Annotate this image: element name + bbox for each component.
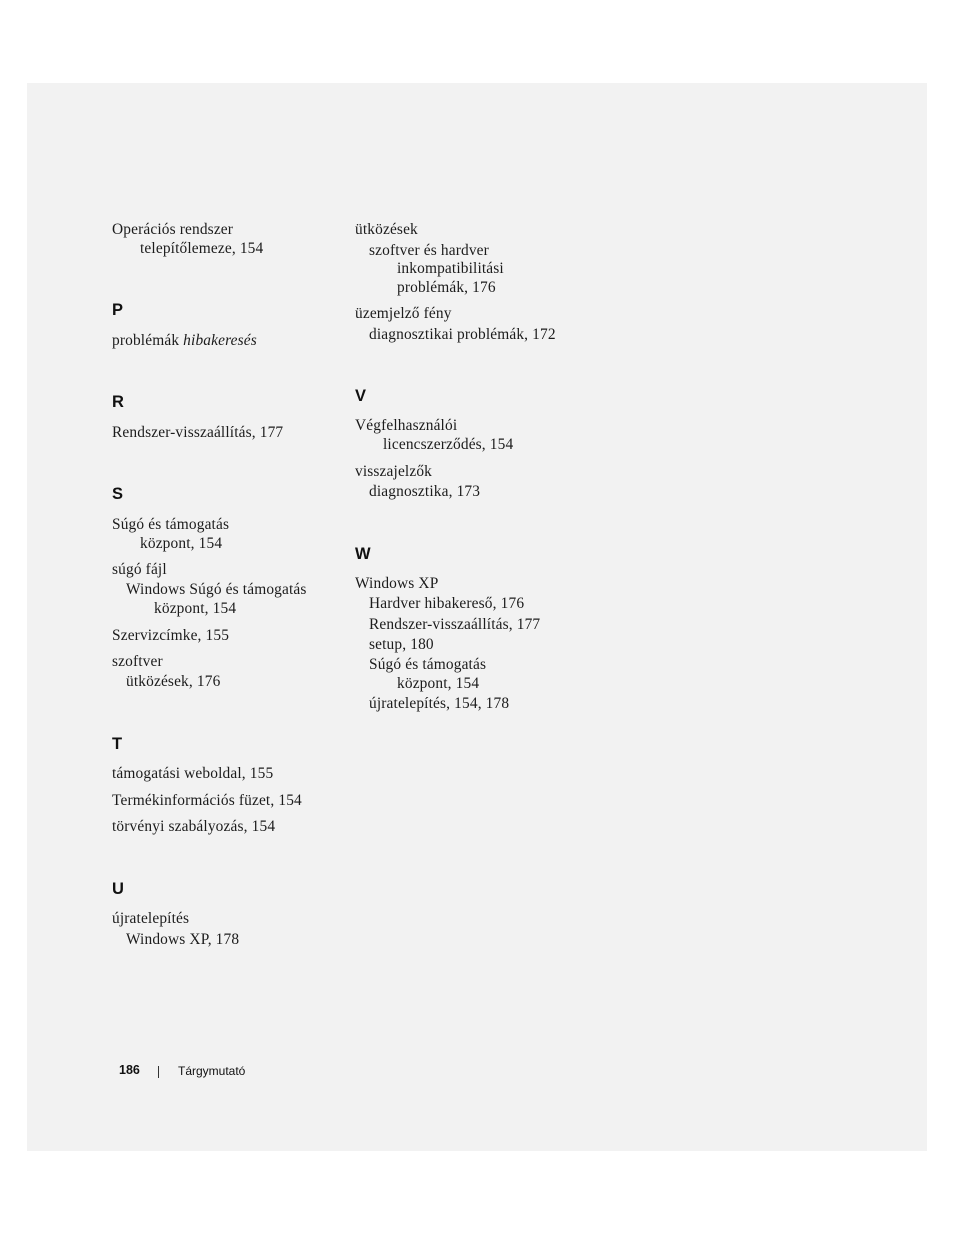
section-title: Tárgymutató bbox=[178, 1064, 246, 1078]
index-entry: támogatási weboldal, 155 bbox=[112, 765, 274, 782]
index-entry-term: problémák bbox=[112, 332, 180, 349]
index-entry: Windows XP bbox=[355, 575, 439, 592]
index-entry: Operációs rendszer bbox=[112, 221, 234, 238]
index-subentry: központ, 154 bbox=[154, 600, 237, 617]
index-subentry: központ, 154 bbox=[140, 535, 223, 552]
index-subentry: problémák, 176 bbox=[397, 279, 496, 296]
index-subentry: Windows XP, 178 bbox=[126, 931, 240, 948]
index-subentry: Windows Súgó és támogatás bbox=[126, 581, 307, 598]
index-letter-heading: U bbox=[112, 880, 124, 898]
index-subentry: szoftver és hardver bbox=[369, 242, 489, 259]
index-letter-heading: V bbox=[355, 387, 367, 405]
index-subentry: diagnosztikai problémák, 172 bbox=[369, 326, 556, 343]
index-entry: üzemjelző fény bbox=[355, 305, 452, 322]
index-cross-reference: hibakeresés bbox=[183, 332, 257, 349]
footer-divider bbox=[158, 1066, 159, 1078]
index-subentry: Rendszer-visszaállítás, 177 bbox=[369, 616, 541, 633]
index-letter-heading: S bbox=[112, 485, 124, 503]
index-subentry: központ, 154 bbox=[397, 675, 480, 692]
index-subentry: Súgó és támogatás bbox=[369, 656, 487, 673]
index-subentry: telepítőlemeze, 154 bbox=[140, 240, 264, 257]
index-entry bbox=[112, 331, 257, 350]
page-number: 186 bbox=[119, 1063, 140, 1077]
index-subentry: diagnosztika, 173 bbox=[369, 483, 481, 500]
index-subentry: újratelepítés, 154, 178 bbox=[369, 695, 510, 712]
index-letter-heading: R bbox=[112, 393, 124, 411]
index-entry: újratelepítés bbox=[112, 910, 190, 927]
index-subentry: licencszerződés, 154 bbox=[383, 436, 514, 453]
index-entry: Szervizcímke, 155 bbox=[112, 627, 230, 644]
index-subentry: Hardver hibakereső, 176 bbox=[369, 595, 525, 612]
index-entry: Rendszer-visszaállítás, 177 bbox=[112, 424, 284, 441]
index-entry: szoftver bbox=[112, 653, 163, 670]
index-entry: Termékinformációs füzet, 154 bbox=[112, 792, 302, 809]
index-entry: súgó fájl bbox=[112, 561, 167, 578]
index-letter-heading: T bbox=[112, 735, 123, 753]
index-entry: törvényi szabályozás, 154 bbox=[112, 818, 276, 835]
index-letter-heading: P bbox=[112, 301, 124, 319]
index-entry: Súgó és támogatás bbox=[112, 516, 230, 533]
index-entry: visszajelzők bbox=[355, 463, 433, 480]
index-entry: ütközések bbox=[355, 221, 418, 238]
index-subentry: ütközések, 176 bbox=[126, 673, 221, 690]
index-subentry: setup, 180 bbox=[369, 636, 434, 653]
index-letter-heading: W bbox=[355, 545, 371, 563]
index-entry: Végfelhasználói bbox=[355, 417, 458, 434]
index-page bbox=[27, 83, 927, 1151]
index-subentry: inkompatibilitási bbox=[397, 260, 504, 277]
